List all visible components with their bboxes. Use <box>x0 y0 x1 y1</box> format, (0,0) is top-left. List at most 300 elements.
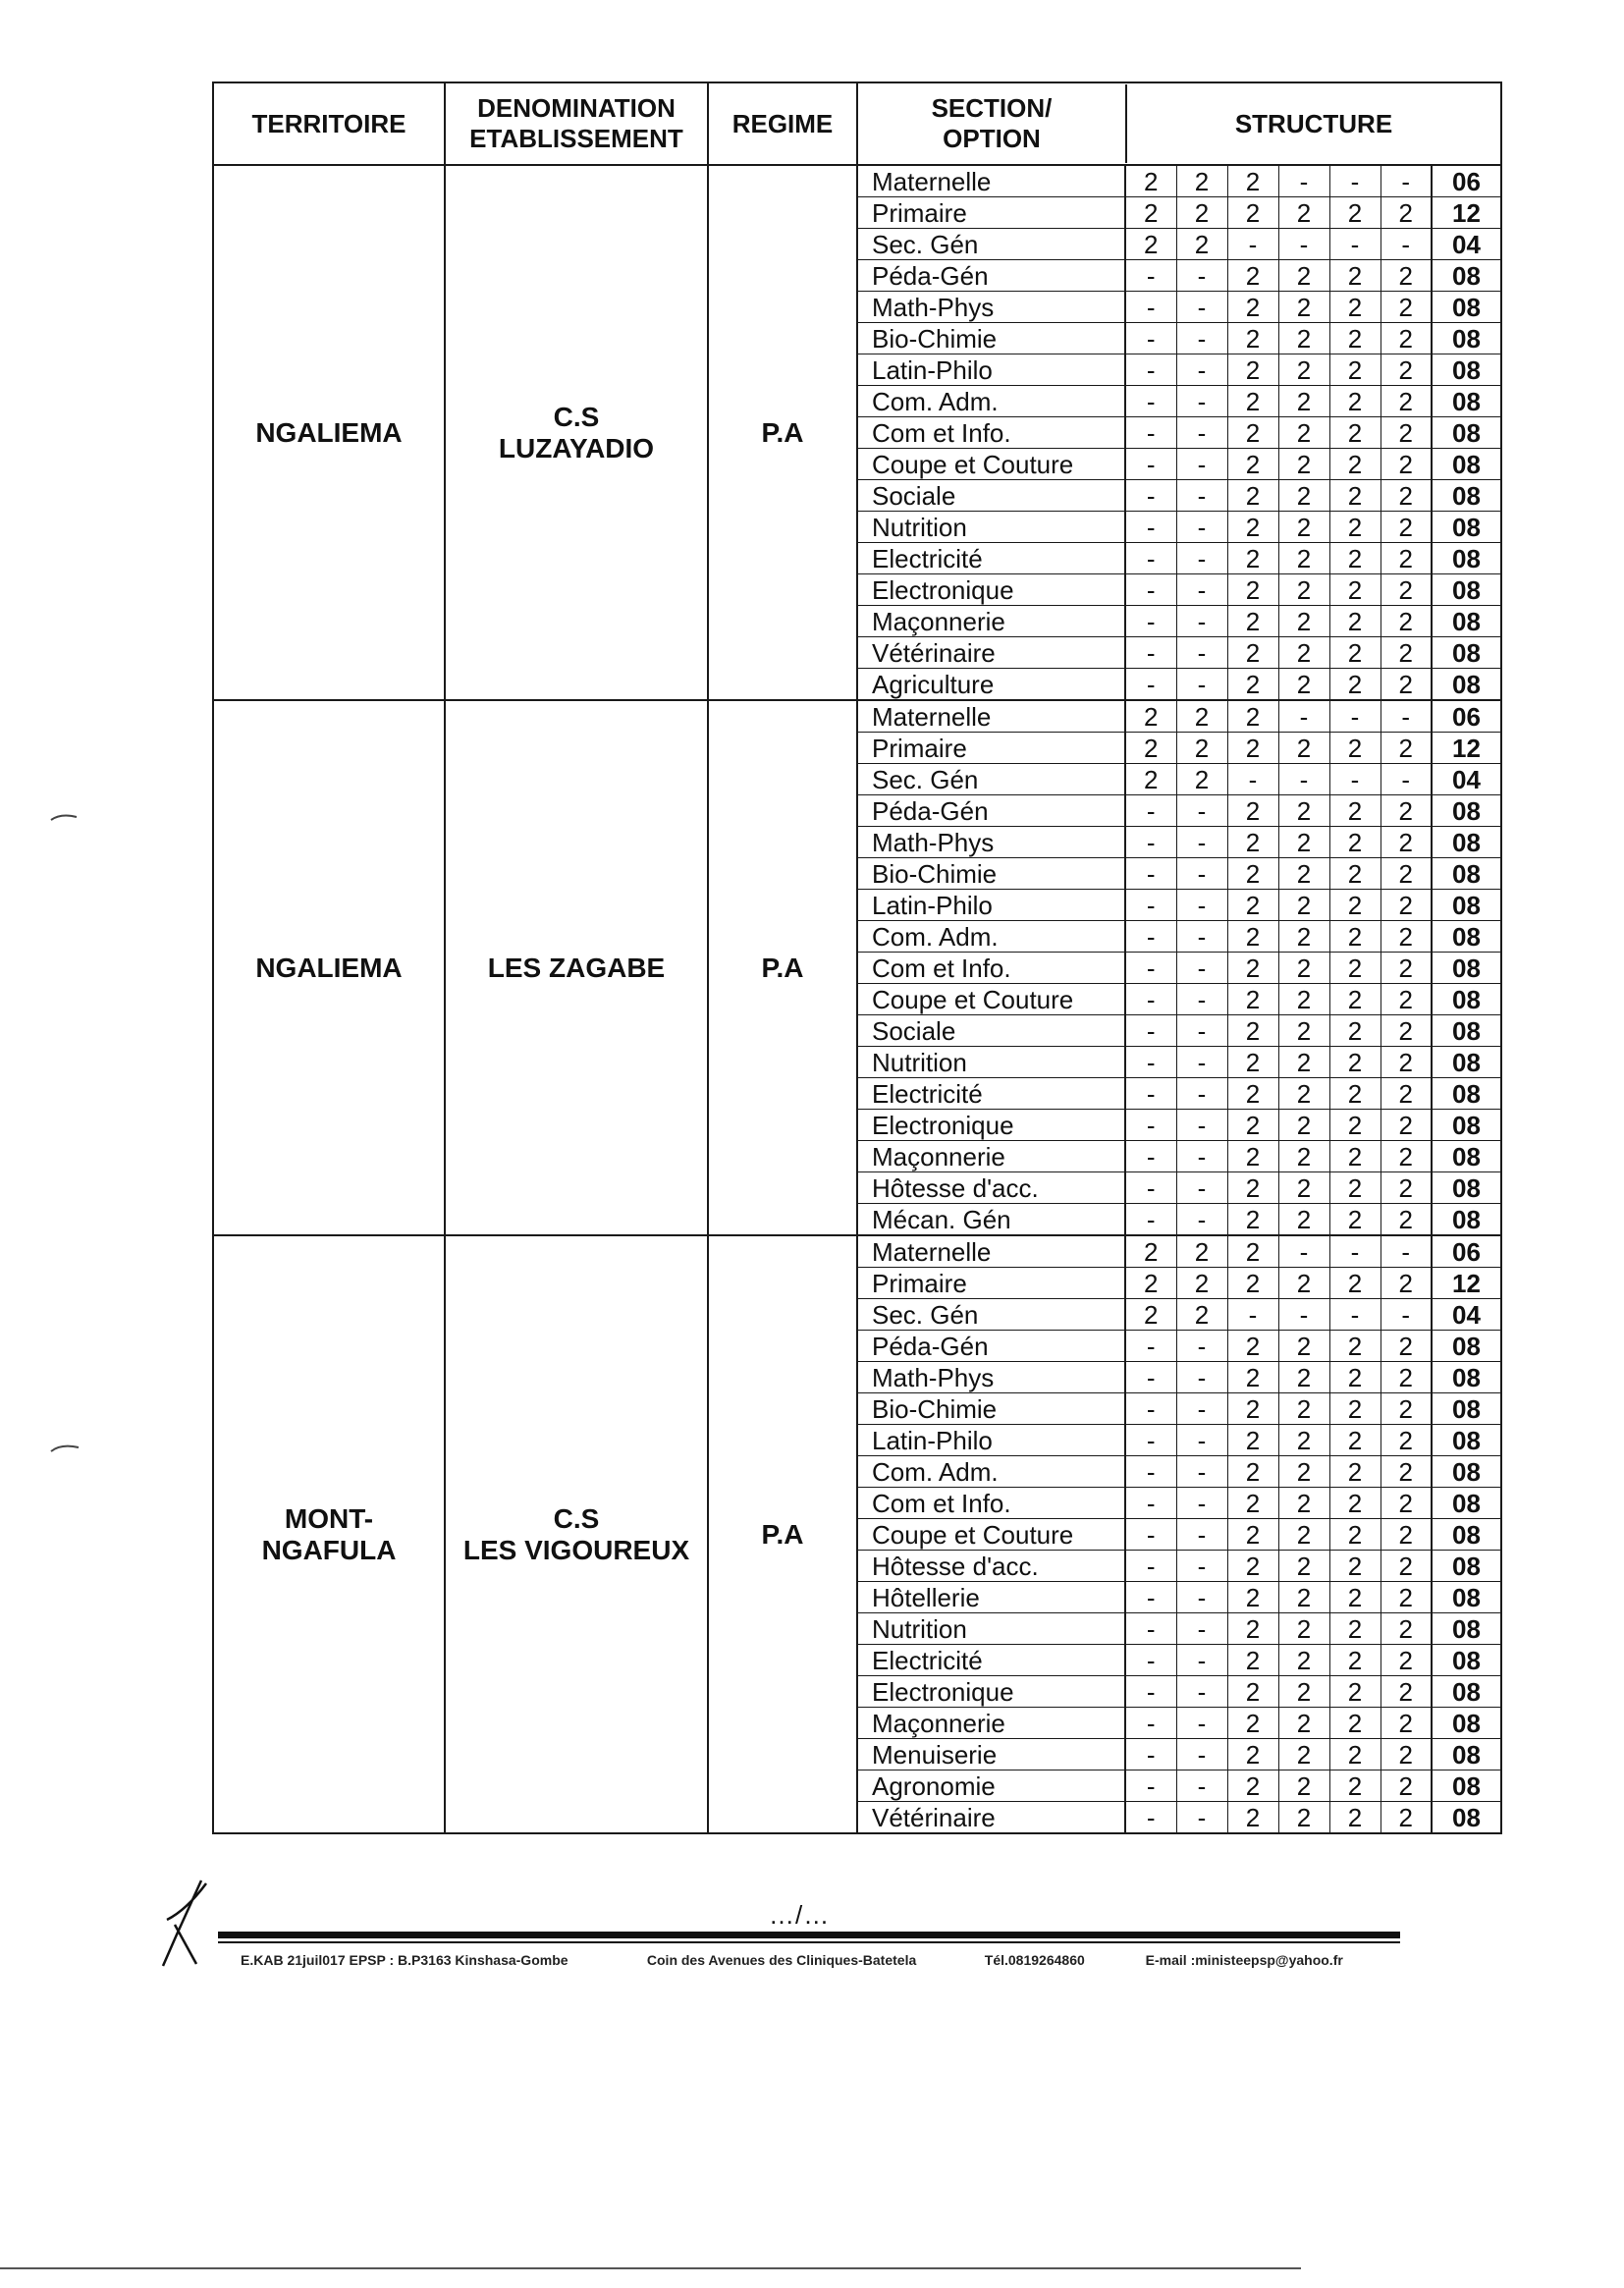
option-name: Maçonnerie <box>858 1141 1125 1172</box>
structure-total-cell: 08 <box>1432 417 1500 449</box>
structure-count-cell: 2 <box>1380 1172 1432 1204</box>
option-name: Bio-Chimie <box>858 323 1125 354</box>
structure-count-cell: - <box>1125 574 1176 606</box>
option-name: Hôtesse d'acc. <box>858 1551 1125 1582</box>
footer-ref: E.KAB 21juil017 EPSP : B.P3163 Kinshasa-Gombe <box>241 1952 568 1968</box>
structure-total-cell: 08 <box>1432 1708 1500 1739</box>
structure-count-cell: 2 <box>1329 1770 1380 1802</box>
option-row <box>858 921 1500 953</box>
footer-phone: Tél.0819264860 <box>984 1952 1085 1968</box>
structure-total-cell: 08 <box>1432 669 1500 700</box>
option-row <box>858 1456 1500 1488</box>
structure-count-cell: - <box>1176 1519 1227 1551</box>
structure-count-cell: 2 <box>1278 543 1329 574</box>
structure-count-cell: 2 <box>1380 260 1432 292</box>
structure-count-cell: - <box>1278 764 1329 795</box>
structure-total-cell: 08 <box>1432 292 1500 323</box>
structure-count-cell: - <box>1125 354 1176 386</box>
option-name: Coupe et Couture <box>858 984 1125 1015</box>
structure-count-cell: 2 <box>1380 1582 1432 1613</box>
structure-count-cell: 2 <box>1380 417 1432 449</box>
structure-count-cell: - <box>1278 1236 1329 1268</box>
structure-count-cell: 2 <box>1380 984 1432 1015</box>
page-bottom-rule <box>0 2267 1301 2269</box>
structure-count-cell: - <box>1125 921 1176 953</box>
option-name: Agriculture <box>858 669 1125 700</box>
table-header-row <box>213 82 1501 165</box>
structure-count-cell: 2 <box>1227 795 1278 827</box>
option-row <box>858 354 1500 386</box>
option-row <box>858 1172 1500 1204</box>
structure-count-cell: 2 <box>1278 1676 1329 1708</box>
structure-total-cell: 08 <box>1432 354 1500 386</box>
structure-count-cell: - <box>1125 1802 1176 1833</box>
structure-count-cell: 2 <box>1380 1770 1432 1802</box>
structure-total-cell: 08 <box>1432 1645 1500 1676</box>
option-name: Electricité <box>858 1078 1125 1110</box>
header-territoire: TERRITOIRE <box>213 82 445 165</box>
structure-count-cell: 2 <box>1329 292 1380 323</box>
structure-count-cell: - <box>1125 1172 1176 1204</box>
option-name: Electricité <box>858 1645 1125 1676</box>
structure-count-cell: - <box>1176 858 1227 890</box>
option-structure-table <box>858 701 1500 1234</box>
option-row <box>858 543 1500 574</box>
header-section-structure <box>857 82 1501 165</box>
structure-count-cell: - <box>1176 1676 1227 1708</box>
structure-count-cell: 2 <box>1278 921 1329 953</box>
structure-count-cell: 2 <box>1329 1204 1380 1235</box>
structure-count-cell: 2 <box>1278 1331 1329 1362</box>
structure-count-cell: 2 <box>1329 984 1380 1015</box>
structure-count-cell: 2 <box>1329 480 1380 512</box>
option-row <box>858 637 1500 669</box>
structure-count-cell: - <box>1125 890 1176 921</box>
structure-count-cell: - <box>1176 637 1227 669</box>
structure-count-cell: 2 <box>1380 197 1432 229</box>
structure-count-cell: 2 <box>1278 354 1329 386</box>
structure-count-cell: - <box>1125 292 1176 323</box>
structure-count-cell: 2 <box>1329 858 1380 890</box>
structure-count-cell: 2 <box>1125 1236 1176 1268</box>
structure-count-cell: 2 <box>1227 417 1278 449</box>
option-name: Latin-Philo <box>858 1425 1125 1456</box>
structure-count-cell: 2 <box>1329 1331 1380 1362</box>
structure-count-cell: - <box>1176 1488 1227 1519</box>
structure-count-cell: 2 <box>1329 1015 1380 1047</box>
structure-count-cell: 2 <box>1278 417 1329 449</box>
structure-count-cell: - <box>1176 574 1227 606</box>
structure-count-cell: - <box>1176 1204 1227 1235</box>
structure-count-cell: 2 <box>1227 1551 1278 1582</box>
option-row <box>858 733 1500 764</box>
structure-count-cell: 2 <box>1227 1047 1278 1078</box>
structure-count-cell: - <box>1329 166 1380 197</box>
structure-count-cell: 2 <box>1329 386 1380 417</box>
structure-count-cell: 2 <box>1278 1488 1329 1519</box>
structure-count-cell: 2 <box>1278 733 1329 764</box>
structure-count-cell: 2 <box>1125 733 1176 764</box>
option-row <box>858 197 1500 229</box>
structure-total-cell: 12 <box>1432 733 1500 764</box>
structure-count-cell: 2 <box>1227 354 1278 386</box>
structure-count-cell: 2 <box>1227 1393 1278 1425</box>
structure-count-cell: - <box>1176 449 1227 480</box>
option-row <box>858 1613 1500 1645</box>
territoire-cell: MONT- NGAFULA <box>213 1235 445 1833</box>
structure-count-cell: - <box>1176 1078 1227 1110</box>
structure-count-cell: 2 <box>1278 1172 1329 1204</box>
structure-count-cell: 2 <box>1227 574 1278 606</box>
option-name: Vétérinaire <box>858 637 1125 669</box>
structure-total-cell: 06 <box>1432 701 1500 733</box>
structure-count-cell: 2 <box>1227 1802 1278 1833</box>
structure-count-cell: - <box>1227 229 1278 260</box>
structure-count-cell: - <box>1227 764 1278 795</box>
structure-count-cell: 2 <box>1278 1110 1329 1141</box>
structure-count-cell: 2 <box>1380 1739 1432 1770</box>
establishment-name-cell: C.S LES VIGOUREUX <box>445 1235 708 1833</box>
option-row <box>858 1708 1500 1739</box>
structure-count-cell: - <box>1125 669 1176 700</box>
structure-total-cell: 08 <box>1432 1141 1500 1172</box>
structure-count-cell: 2 <box>1278 1739 1329 1770</box>
structure-count-cell: 2 <box>1329 1393 1380 1425</box>
structure-total-cell: 08 <box>1432 1362 1500 1393</box>
option-row <box>858 260 1500 292</box>
structure-count-cell: 2 <box>1227 701 1278 733</box>
structure-count-cell: - <box>1176 1551 1227 1582</box>
structure-count-cell: 2 <box>1380 1613 1432 1645</box>
structure-count-cell: 2 <box>1176 1236 1227 1268</box>
structure-count-cell: - <box>1125 827 1176 858</box>
structure-total-cell: 08 <box>1432 1110 1500 1141</box>
structure-count-cell: - <box>1380 701 1432 733</box>
structure-count-cell: 2 <box>1176 733 1227 764</box>
structure-total-cell: 08 <box>1432 1582 1500 1613</box>
structure-count-cell: 2 <box>1227 1236 1278 1268</box>
structure-count-cell: 2 <box>1278 323 1329 354</box>
structure-count-cell: 2 <box>1329 1047 1380 1078</box>
structure-count-cell: 2 <box>1329 197 1380 229</box>
structure-count-cell: 2 <box>1227 1582 1278 1613</box>
option-row <box>858 1141 1500 1172</box>
option-structure-table <box>858 1236 1500 1832</box>
structure-count-cell: 2 <box>1380 1551 1432 1582</box>
structure-count-cell: 2 <box>1329 1551 1380 1582</box>
structure-count-cell: 2 <box>1329 795 1380 827</box>
structure-count-cell: - <box>1125 1362 1176 1393</box>
structure-count-cell: - <box>1125 606 1176 637</box>
structure-total-cell: 08 <box>1432 858 1500 890</box>
section-structure-cell <box>857 1235 1501 1833</box>
option-name: Primaire <box>858 733 1125 764</box>
structure-count-cell: - <box>1125 323 1176 354</box>
structure-count-cell: - <box>1125 795 1176 827</box>
structure-count-cell: 2 <box>1329 1802 1380 1833</box>
structure-count-cell: - <box>1176 480 1227 512</box>
structure-count-cell: - <box>1176 543 1227 574</box>
structure-count-cell: 2 <box>1329 417 1380 449</box>
structure-count-cell: - <box>1125 1141 1176 1172</box>
structure-count-cell: 2 <box>1329 669 1380 700</box>
structure-count-cell: - <box>1125 1331 1176 1362</box>
structure-count-cell: 2 <box>1329 1268 1380 1299</box>
structure-count-cell: 2 <box>1329 354 1380 386</box>
structure-count-cell: 2 <box>1380 1519 1432 1551</box>
structure-count-cell: 2 <box>1227 1331 1278 1362</box>
structure-count-cell: - <box>1176 1393 1227 1425</box>
structure-count-cell: 2 <box>1380 354 1432 386</box>
structure-count-cell: 2 <box>1329 890 1380 921</box>
structure-table <box>212 82 1502 1834</box>
option-name: Coupe et Couture <box>858 449 1125 480</box>
option-row <box>858 1425 1500 1456</box>
structure-count-cell: 2 <box>1329 449 1380 480</box>
structure-count-cell: - <box>1227 1299 1278 1331</box>
structure-count-cell: - <box>1176 1582 1227 1613</box>
option-name: Com et Info. <box>858 1488 1125 1519</box>
structure-count-cell: 2 <box>1227 858 1278 890</box>
structure-count-cell: - <box>1176 1645 1227 1676</box>
option-name: Hôtesse d'acc. <box>858 1172 1125 1204</box>
option-row <box>858 858 1500 890</box>
footer-email: E-mail :ministeepsp@yahoo.fr <box>1145 1952 1343 1968</box>
structure-count-cell: 2 <box>1227 1362 1278 1393</box>
structure-count-cell: 2 <box>1329 323 1380 354</box>
option-name: Electronique <box>858 1676 1125 1708</box>
structure-count-cell: - <box>1278 701 1329 733</box>
structure-total-cell: 08 <box>1432 1015 1500 1047</box>
structure-count-cell: 2 <box>1380 1015 1432 1047</box>
structure-total-cell: 08 <box>1432 1519 1500 1551</box>
structure-total-cell: 08 <box>1432 543 1500 574</box>
structure-count-cell: - <box>1176 1613 1227 1645</box>
structure-count-cell: 2 <box>1380 1708 1432 1739</box>
structure-count-cell: 2 <box>1329 1519 1380 1551</box>
structure-count-cell: 2 <box>1227 1645 1278 1676</box>
structure-count-cell: 2 <box>1329 733 1380 764</box>
option-row <box>858 1110 1500 1141</box>
option-name: Latin-Philo <box>858 354 1125 386</box>
structure-count-cell: - <box>1380 1236 1432 1268</box>
structure-count-cell: 2 <box>1176 197 1227 229</box>
option-row <box>858 1582 1500 1613</box>
territoire-cell: NGALIEMA <box>213 165 445 700</box>
option-row <box>858 984 1500 1015</box>
structure-count-cell: - <box>1176 1172 1227 1204</box>
footer-address: Coin des Avenues des Cliniques-Batetela <box>646 1952 917 1968</box>
structure-count-cell: 2 <box>1380 543 1432 574</box>
structure-count-cell: 2 <box>1329 1078 1380 1110</box>
option-name: Primaire <box>858 197 1125 229</box>
structure-count-cell: - <box>1176 1802 1227 1833</box>
structure-count-cell: - <box>1176 1110 1227 1141</box>
structure-total-cell: 08 <box>1432 480 1500 512</box>
structure-count-cell: - <box>1176 1141 1227 1172</box>
structure-total-cell: 08 <box>1432 921 1500 953</box>
option-row <box>858 1331 1500 1362</box>
structure-count-cell: 2 <box>1227 984 1278 1015</box>
structure-count-cell: 2 <box>1227 1078 1278 1110</box>
structure-count-cell: 2 <box>1380 733 1432 764</box>
structure-count-cell: 2 <box>1227 606 1278 637</box>
structure-count-cell: 2 <box>1278 1770 1329 1802</box>
structure-count-cell: - <box>1125 1047 1176 1078</box>
option-name: Agronomie <box>858 1770 1125 1802</box>
structure-count-cell: 2 <box>1227 1425 1278 1456</box>
option-name: Sec. Gén <box>858 229 1125 260</box>
structure-count-cell: 2 <box>1278 858 1329 890</box>
structure-count-cell: - <box>1176 1456 1227 1488</box>
structure-total-cell: 08 <box>1432 795 1500 827</box>
footer-rule-thin <box>218 1941 1400 1943</box>
structure-count-cell: 2 <box>1380 890 1432 921</box>
structure-count-cell: - <box>1176 292 1227 323</box>
structure-count-cell: 2 <box>1329 574 1380 606</box>
structure-count-cell: - <box>1125 1708 1176 1739</box>
structure-count-cell: 2 <box>1278 1362 1329 1393</box>
structure-count-cell: 2 <box>1278 574 1329 606</box>
structure-count-cell: 2 <box>1227 260 1278 292</box>
continuation-mark: …/… <box>769 1900 831 1930</box>
structure-total-cell: 12 <box>1432 1268 1500 1299</box>
option-name: Com et Info. <box>858 953 1125 984</box>
structure-count-cell: 2 <box>1380 1425 1432 1456</box>
structure-count-cell: - <box>1176 606 1227 637</box>
structure-count-cell: 2 <box>1380 1110 1432 1141</box>
structure-total-cell: 04 <box>1432 764 1500 795</box>
structure-count-cell: 2 <box>1380 1488 1432 1519</box>
structure-count-cell: 2 <box>1227 480 1278 512</box>
structure-count-cell: - <box>1125 1582 1176 1613</box>
structure-count-cell: 2 <box>1380 795 1432 827</box>
structure-total-cell: 08 <box>1432 512 1500 543</box>
structure-total-cell: 08 <box>1432 1770 1500 1802</box>
structure-count-cell: 2 <box>1278 637 1329 669</box>
option-name: Maternelle <box>858 701 1125 733</box>
structure-count-cell: 2 <box>1227 827 1278 858</box>
footer-rule <box>218 1932 1400 1938</box>
structure-total-cell: 08 <box>1432 1204 1500 1235</box>
structure-count-cell: 2 <box>1227 1739 1278 1770</box>
structure-count-cell: 2 <box>1380 1268 1432 1299</box>
option-name: Nutrition <box>858 1613 1125 1645</box>
structure-count-cell: - <box>1380 166 1432 197</box>
structure-count-cell: - <box>1176 1047 1227 1078</box>
structure-count-cell: - <box>1176 1331 1227 1362</box>
structure-count-cell: - <box>1125 637 1176 669</box>
option-name: Com. Adm. <box>858 1456 1125 1488</box>
structure-count-cell: 2 <box>1278 1078 1329 1110</box>
option-row <box>858 417 1500 449</box>
option-row <box>858 480 1500 512</box>
option-name: Péda-Gén <box>858 795 1125 827</box>
option-name: Nutrition <box>858 1047 1125 1078</box>
option-name: Sociale <box>858 480 1125 512</box>
territoire-cell: NGALIEMA <box>213 700 445 1235</box>
option-name: Electronique <box>858 574 1125 606</box>
option-name: Latin-Philo <box>858 890 1125 921</box>
structure-count-cell: 2 <box>1380 1204 1432 1235</box>
regime-cell: P.A <box>708 1235 857 1833</box>
option-name: Primaire <box>858 1268 1125 1299</box>
structure-total-cell: 08 <box>1432 1172 1500 1204</box>
structure-count-cell: 2 <box>1278 1456 1329 1488</box>
structure-total-cell: 08 <box>1432 1802 1500 1833</box>
structure-total-cell: 08 <box>1432 386 1500 417</box>
structure-count-cell: - <box>1125 1770 1176 1802</box>
structure-count-cell: 2 <box>1227 1110 1278 1141</box>
establishment-group <box>213 1235 1501 1833</box>
structure-count-cell: 2 <box>1380 1676 1432 1708</box>
option-row <box>858 827 1500 858</box>
structure-count-cell: - <box>1176 1015 1227 1047</box>
structure-count-cell: - <box>1125 480 1176 512</box>
structure-total-cell: 08 <box>1432 323 1500 354</box>
option-row <box>858 953 1500 984</box>
structure-count-cell: - <box>1125 417 1176 449</box>
structure-total-cell: 08 <box>1432 1331 1500 1362</box>
structure-count-cell: - <box>1125 1613 1176 1645</box>
structure-count-cell: 2 <box>1227 1141 1278 1172</box>
structure-count-cell: 2 <box>1329 637 1380 669</box>
option-row <box>858 229 1500 260</box>
structure-count-cell: 2 <box>1329 1362 1380 1393</box>
option-row <box>858 890 1500 921</box>
option-row <box>858 512 1500 543</box>
signature-initials <box>163 1880 206 1966</box>
option-row <box>858 795 1500 827</box>
option-name: Péda-Gén <box>858 260 1125 292</box>
structure-count-cell: 2 <box>1227 512 1278 543</box>
structure-count-cell: 2 <box>1329 1739 1380 1770</box>
structure-count-cell: 2 <box>1227 1770 1278 1802</box>
structure-count-cell: - <box>1125 512 1176 543</box>
structure-count-cell: 2 <box>1380 574 1432 606</box>
establishment-name-cell: C.S LUZAYADIO <box>445 165 708 700</box>
structure-count-cell: 2 <box>1329 1110 1380 1141</box>
structure-count-cell: - <box>1125 1519 1176 1551</box>
structure-count-cell: 2 <box>1227 543 1278 574</box>
section-structure-cell <box>857 700 1501 1235</box>
structure-count-cell: - <box>1125 543 1176 574</box>
structure-count-cell: 2 <box>1125 1299 1176 1331</box>
option-row <box>858 166 1500 197</box>
structure-count-cell: - <box>1176 984 1227 1015</box>
option-row <box>858 1015 1500 1047</box>
option-row <box>858 1519 1500 1551</box>
option-name: Menuiserie <box>858 1739 1125 1770</box>
structure-total-cell: 08 <box>1432 606 1500 637</box>
structure-count-cell: - <box>1125 1456 1176 1488</box>
structure-count-cell: 2 <box>1278 890 1329 921</box>
structure-count-cell: 2 <box>1329 1488 1380 1519</box>
structure-count-cell: 2 <box>1227 1268 1278 1299</box>
option-row <box>858 1362 1500 1393</box>
structure-count-cell: 2 <box>1380 1456 1432 1488</box>
structure-count-cell: 2 <box>1125 229 1176 260</box>
structure-count-cell: 2 <box>1227 449 1278 480</box>
structure-count-cell: 2 <box>1176 1299 1227 1331</box>
option-name: Hôtellerie <box>858 1582 1125 1613</box>
header-structure: STRUCTURE <box>1234 108 1393 138</box>
option-row <box>858 1551 1500 1582</box>
structure-count-cell: 2 <box>1227 669 1278 700</box>
option-name: Bio-Chimie <box>858 1393 1125 1425</box>
structure-count-cell: - <box>1125 1110 1176 1141</box>
structure-count-cell: - <box>1176 669 1227 700</box>
